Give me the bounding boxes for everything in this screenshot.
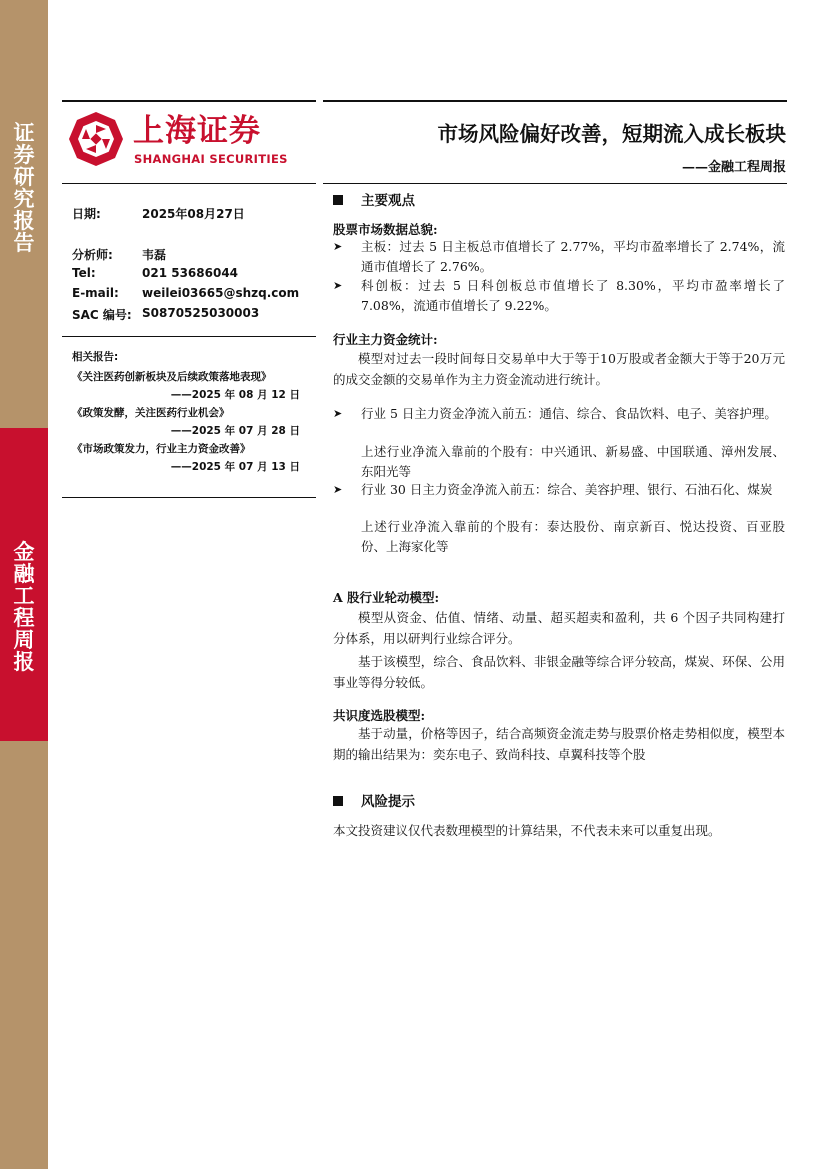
related-report-date: ——2025 年 07 月 28 日 [170, 425, 300, 437]
flow-heading: 行业主力资金统计: [333, 332, 438, 347]
sidebar-bottom-label-char: 融 [13, 562, 35, 586]
brand-name-en: SHANGHAI SECURITIES [134, 152, 288, 166]
sidebar-bottom-label-char: 报 [13, 650, 35, 674]
related-report-title: 《政策发酵，关注医药行业机会》 [72, 407, 230, 419]
list-item [333, 404, 785, 424]
sidebar-bottom-label-char: 金 [13, 540, 35, 564]
sidebar-top-label-char: 究 [13, 187, 35, 211]
sidebar-bottom-label-char: 程 [13, 606, 35, 630]
sac-value: S0870525030003 [142, 306, 260, 320]
arrow-bullet-icon: ➤ [333, 407, 343, 420]
related-report-date: ——2025 年 08 月 12 日 [170, 389, 300, 401]
flow-sub-text: 上述行业净流入靠前的个股有：中兴通讯、新易盛、中国联通、漳州发展、东阳光等 [361, 444, 785, 479]
related-report-title: 《关注医药创新板块及后续政策落地表现》 [72, 371, 272, 383]
square-bullet-icon [333, 195, 343, 205]
sidebar-top-label-char: 研 [13, 165, 35, 189]
section-key-points [333, 189, 415, 209]
email-value[interactable]: weilei03665@shzq.com [142, 286, 300, 300]
market-bullet-text: 科创板：过去 5 日科创板总市值增长了 8.30%，平均市盈率增长了 7.08%，流通市值增长了 9.22%。 [361, 278, 785, 313]
sidebar-bottom-label-char: 周 [13, 628, 35, 652]
related-rule [62, 497, 316, 498]
related-report-item[interactable] [72, 404, 310, 440]
sidebar [0, 0, 48, 1169]
rotation-para-1: 模型从资金、估值、情绪、动量、超买超卖和盈利，共 6 个因子共同构建打分体系，用以研判行业综合评分。 [333, 610, 785, 646]
section-risk [333, 790, 415, 810]
shanghai-securities-logo-icon [68, 111, 124, 167]
report-title: 市场风险偏好改善，短期流入成长板块 [437, 122, 786, 146]
report-subtitle: ——金融工程周报 [681, 160, 786, 175]
meta-rule [62, 336, 316, 337]
analyst-value: 韦磊 [142, 248, 167, 262]
flow-bullet-text: 行业 5 日主力资金净流入前五：通信、综合、食品饮料、电子、美容护理。 [361, 406, 777, 421]
arrow-bullet-icon: ➤ [333, 279, 343, 292]
top-rule-left [62, 100, 316, 102]
sidebar-top-label [0, 122, 48, 254]
email-row [72, 286, 312, 302]
list-item [333, 480, 785, 500]
email-label: E-mail: [72, 286, 119, 300]
rotation-para-2: 基于该模型，综合、食品饮料、非银金融等综合评分较高，煤炭、环保、公用事业等得分较低。 [333, 654, 785, 690]
market-heading: 股票市场数据总貌: [333, 222, 438, 237]
flow-sub-text: 上述行业净流入靠前的个股有：泰达股份、南京新百、悦达投资、百亚股份、上海家化等 [361, 519, 785, 554]
related-reports [72, 348, 310, 476]
header-rule-left [62, 183, 316, 184]
sidebar-top-label-char: 证 [13, 121, 35, 145]
sidebar-bottom-label-char: 工 [13, 584, 35, 608]
sidebar-top-label-char: 报 [13, 209, 35, 233]
tel-row [72, 266, 312, 282]
market-bullet-text: 主板：过去 5 日主板总市值增长了 2.77%，平均市盈率增长了 2.74%，流通市值增长了 2.76%。 [361, 239, 785, 274]
consensus-heading: 共识度选股模型: [333, 708, 426, 723]
date-value: 2025年08月27日 [142, 207, 245, 221]
sac-label: SAC 编号: [72, 308, 132, 322]
tel-value: 021 53686044 [142, 266, 239, 280]
sidebar-bottom-label [0, 541, 48, 673]
risk-para: 本文投资建议仅代表数理模型的计算结果，不代表未来可以重复出现。 [333, 823, 721, 838]
date-row [72, 205, 312, 221]
header-rule-right [323, 183, 787, 184]
related-report-item[interactable] [72, 440, 310, 476]
rotation-heading: A 股行业轮动模型: [333, 590, 440, 605]
sac-row [72, 306, 312, 322]
arrow-bullet-icon: ➤ [333, 240, 343, 253]
section-risk-label: 风险提示 [361, 794, 415, 810]
analyst-row [72, 246, 312, 262]
top-rule-right [323, 100, 787, 102]
arrow-bullet-icon: ➤ [333, 483, 343, 496]
related-report-title: 《市场政策发力，行业主力资金改善》 [72, 443, 251, 455]
list-item [333, 276, 785, 316]
date-label: 日期: [72, 207, 101, 221]
analyst-label: 分析师: [72, 248, 113, 262]
brand-name-cn: 上海证券 [133, 113, 261, 149]
related-report-date: ——2025 年 07 月 13 日 [170, 461, 300, 473]
sidebar-top-label-char: 告 [13, 231, 35, 255]
square-bullet-icon [333, 796, 343, 806]
flow-intro: 模型对过去一段时间每日交易单中大于等于10万股或者金额大于等于20万元的成交金额的交易单作为主力资金流动进行统计。 [333, 351, 785, 387]
section-key-points-label: 主要观点 [361, 193, 415, 209]
tel-label: Tel: [72, 266, 96, 280]
sidebar-top-label-char: 券 [13, 143, 35, 167]
related-reports-title: 相关报告: [72, 351, 119, 363]
flow-bullet-text: 行业 30 日主力资金净流入前五：综合、美容护理、银行、石油石化、煤炭 [361, 482, 773, 497]
consensus-para: 基于动量，价格等因子，结合高频资金流走势与股票价格走势相似度，模型本期的输出结果为：奕东电子、致尚科技、卓翼科技等个股 [333, 726, 785, 762]
related-report-item[interactable] [72, 368, 310, 404]
list-item [333, 237, 785, 277]
